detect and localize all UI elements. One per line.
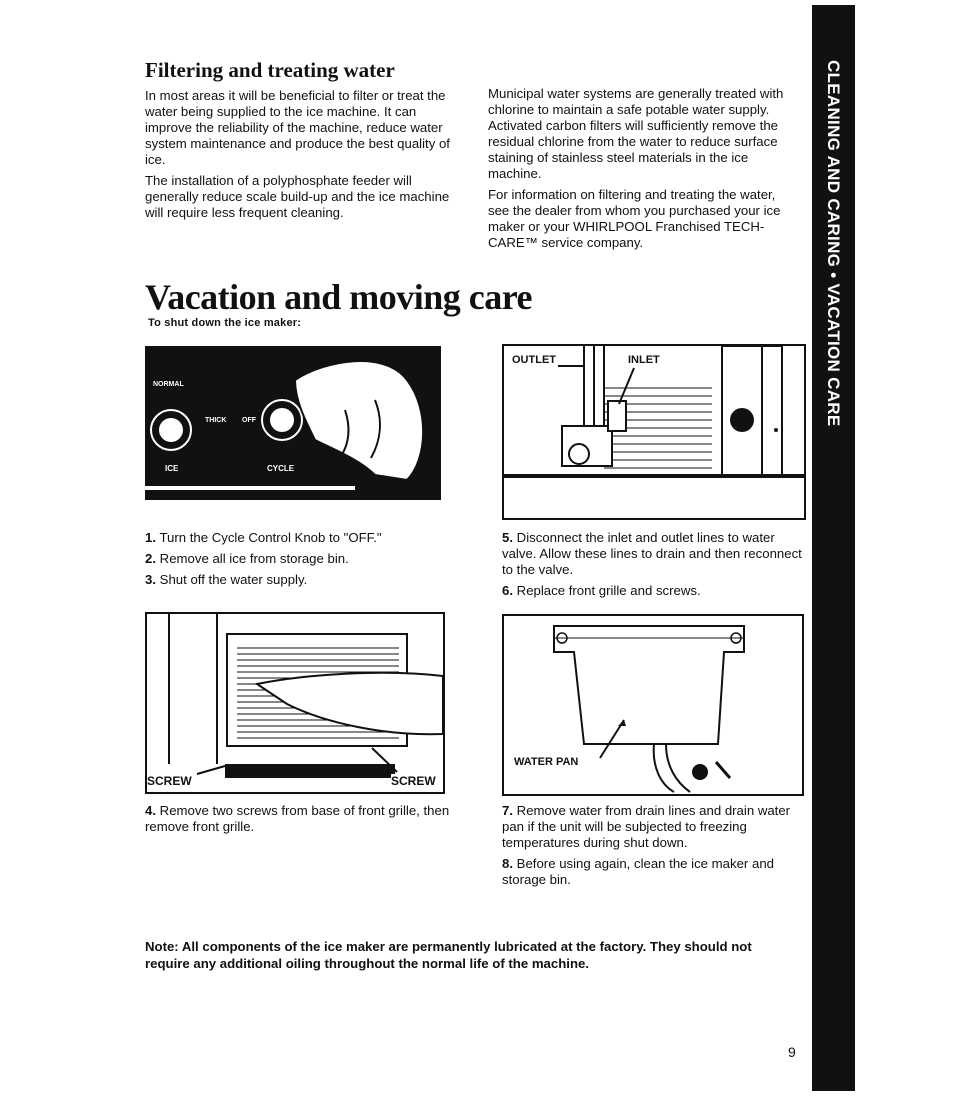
side-tab-label: CLEANING AND CARING • VACATION CARE <box>824 60 843 427</box>
plug-icon <box>730 408 754 432</box>
water-valve-illustration <box>504 346 804 518</box>
subheading-shutdown: To shut down the ice maker: <box>148 317 302 329</box>
label-outlet: OUTLET <box>512 354 556 366</box>
front-grille-illustration <box>147 614 443 792</box>
step-2: 2. Remove all ice from storage bin. <box>145 551 349 566</box>
step-3: 3. Shut off the water supply. <box>145 572 308 587</box>
figure-water-valve <box>502 344 806 520</box>
step-5: 5. Disconnect the inlet and outlet lines to water valve. Allow these lines to drain and then reconnect to the valve. <box>502 530 802 577</box>
label-screw-right: SCREW <box>391 774 436 788</box>
figure-control-panel <box>145 340 441 515</box>
grille-base <box>225 764 395 778</box>
label-inlet: INLET <box>628 354 660 366</box>
filtering-left-column <box>145 88 455 221</box>
figure-water-pan <box>502 614 804 796</box>
control-panel-illustration <box>145 340 441 515</box>
lubrication-note: Note: All components of the ice maker are permanently lubricated at the factory. They should not require any additional oiling throughout the normal life of the machine. <box>145 939 752 971</box>
page-number: 9 <box>788 1044 796 1060</box>
step-1: 1. Turn the Cycle Control Knob to "OFF." <box>145 530 382 545</box>
paragraph: Municipal water systems are generally treated with chlorine to maintain a safe potable water supply. Activated carbon filters will sufficiently remove the residual chlorine from the water to reduce surface staining of stainless steel materials in the ice machine. <box>488 86 784 181</box>
water-pan-icon <box>554 626 744 744</box>
figure-front-grille <box>145 612 445 794</box>
drain-clamp-icon <box>692 764 708 780</box>
paragraph: The installation of a polyphosphate feeder will generally reduce scale build-up and the ice machine will require less frequent cleaning. <box>145 173 450 220</box>
paragraph: For information on filtering and treating the water, see the dealer from whom you purchased your ice maker or your WHIRLPOOL Franchised TECH-CARE™ service company. <box>488 187 781 250</box>
section-heading-vacation: Vacation and moving care <box>145 277 533 317</box>
label-off: OFF <box>242 417 256 424</box>
steps-list-left-bottom <box>145 803 455 840</box>
label-ice: ICE <box>165 464 179 473</box>
steps-list-right-top <box>502 530 807 604</box>
step-4: 4. Remove two screws from base of front grille, then remove front grille. <box>145 803 450 834</box>
step-6: 6. Replace front grille and screws. <box>502 583 701 598</box>
label-cycle: CYCLE <box>267 464 295 473</box>
label-screw-left: SCREW <box>147 774 192 788</box>
step-8: 8. Before using again, clean the ice maker and storage bin. <box>502 856 774 887</box>
step-7: 7. Remove water from drain lines and drain water pan if the unit will be subjected to freezing temperatures during shut down. <box>502 803 791 850</box>
steps-list-right-bottom <box>502 803 802 893</box>
label-thick: THICK <box>205 417 227 424</box>
section-heading-filtering: Filtering and treating water <box>145 58 395 82</box>
label-clean: CLEAN <box>307 417 332 424</box>
paragraph: In most areas it will be beneficial to filter or treat the water being supplied to the ice machine. It can improve the reliability of the machine, reduce water system maintenance and produce the best quality of ice. <box>145 88 450 167</box>
steps-list-left-top <box>145 530 455 593</box>
label-water-pan: WATER PAN <box>514 756 579 768</box>
filtering-right-column <box>488 86 800 251</box>
label-normal: NORMAL <box>153 381 184 388</box>
